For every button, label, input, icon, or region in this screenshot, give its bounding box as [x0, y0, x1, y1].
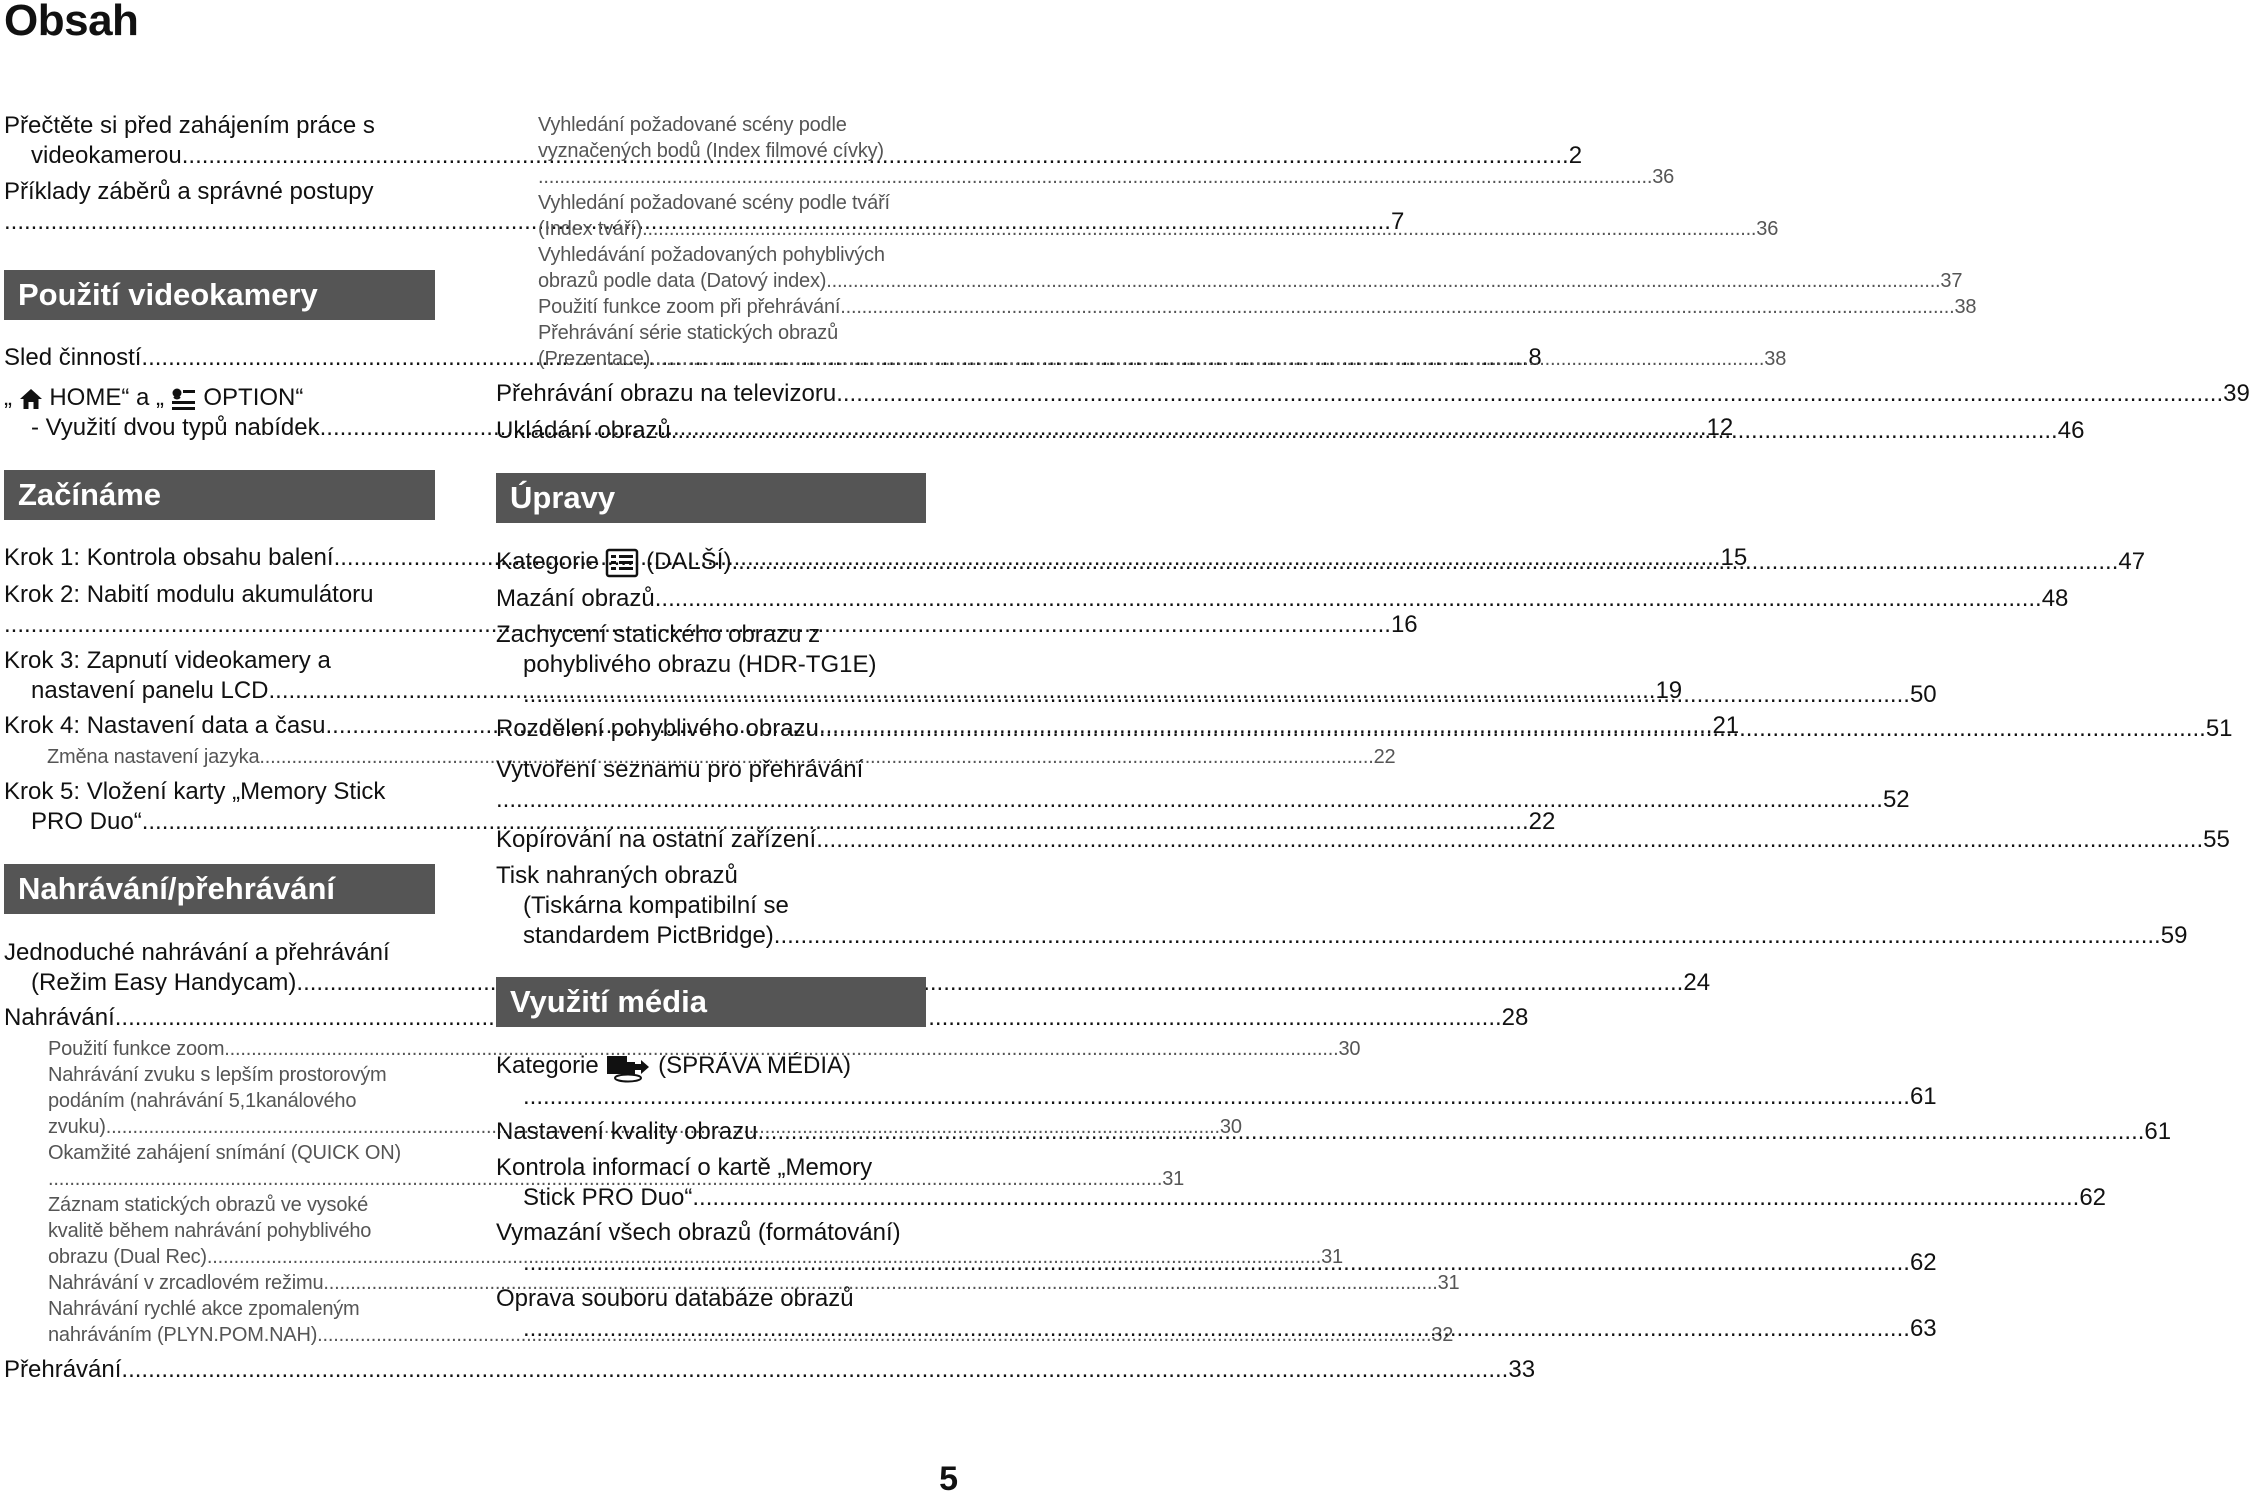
- toc-page-number: 46: [2057, 417, 2085, 444]
- toc-page-number: 38: [1954, 296, 1977, 318]
- toc-page-number: 28: [1501, 1004, 1529, 1031]
- toc-page-number: 38: [1764, 348, 1787, 370]
- option-icon: [171, 387, 197, 411]
- toc-page-number: 37: [1940, 270, 1963, 292]
- toc-entry-easy[interactable]: Jednoduché nahrávání a přehrávání (Režim Easy Handycam) ..... 24: [4, 938, 435, 998]
- toc-entry-read-before[interactable]: Přečtěte si před zahájením práce s videokamerou ..... 2: [4, 111, 435, 171]
- toc-entry-tv-playback[interactable]: Přehrávání obrazu na televizoru ..... 39: [496, 379, 926, 409]
- toc-page-number: 21: [1712, 712, 1740, 739]
- toc-entry-delete[interactable]: Mazání obrazů ..... 48: [496, 584, 926, 614]
- toc-page-number: 36: [1652, 166, 1675, 188]
- toc-page-number: 61: [2144, 1118, 2172, 1145]
- page-title: Obsah: [4, 0, 139, 45]
- toc-entry-repair-db[interactable]: Oprava souboru databáze obrazů .....63: [496, 1284, 926, 1344]
- toc-entry-step5[interactable]: Krok 5: Vložení karty „Memory Stick PRO Duo“ ..... 22: [4, 777, 435, 837]
- toc-entry-menus[interactable]: „ HOME“ a „ OPTION“ - Využití dvou typů nabídek ..... 12: [4, 383, 435, 443]
- toc-page-number: 2: [1568, 142, 1583, 169]
- other-category-icon: [605, 548, 639, 578]
- toc-entry-capture-still[interactable]: Zachycení statického obrazu z pohyblivého obrazu (HDR-TG1E) .....50: [496, 620, 926, 710]
- toc-entry-saving[interactable]: Ukládání obrazů ..... 46: [496, 416, 926, 446]
- section-header-getting-started: Začínáme: [4, 470, 435, 520]
- section-header-editing: Úpravy: [496, 473, 926, 523]
- toc-subentry-playback-zoom[interactable]: Použití funkce zoom při přehrávání ..... 38: [496, 294, 926, 320]
- toc-page-number: 33: [1508, 1356, 1536, 1383]
- toc-subentry-date-index[interactable]: Vyhledávání požadovaných pohyblivých obrazů podle data (Datový index) ..... 37: [496, 242, 926, 294]
- home-icon: [19, 388, 43, 410]
- toc-entry-step3[interactable]: Krok 3: Zapnutí videokamery a nastavení panelu LCD ..... 19: [4, 646, 435, 706]
- toc-subentry-face-index[interactable]: Vyhledání požadované scény podle tváří (Index tváří) ..... 36: [496, 190, 926, 242]
- toc-entry-step1[interactable]: Krok 1: Kontrola obsahu balení ..... 15: [4, 543, 435, 573]
- toc-page-number: 52: [1882, 786, 1910, 813]
- toc-page-number: 47: [2118, 548, 2146, 575]
- toc-entry-category-other[interactable]: Kategorie (DALŠÍ) ..... 47: [496, 547, 926, 578]
- toc-page-number: 50: [1909, 681, 1937, 708]
- toc-page-number: 30: [1338, 1038, 1361, 1060]
- toc-subentry-51-sound[interactable]: Nahrávání zvuku s lepším prostorovým podáním (nahrávání 5,1kanálového zvuku) ..... 30: [4, 1062, 435, 1140]
- toc-page-number: 51: [2205, 715, 2233, 742]
- toc-entry-quality[interactable]: Nastavení kvality obrazu ..... 61: [496, 1117, 926, 1147]
- toc-page-number: 24: [1683, 969, 1711, 996]
- page-number: 5: [939, 1460, 958, 1498]
- toc-subentry-film-roll-index[interactable]: Vyhledání požadované scény podle vyznačených bodů (Index filmové cívky) .....36: [496, 112, 926, 190]
- toc-page-number: 31: [1162, 1168, 1185, 1190]
- toc-subentry-language[interactable]: Změna nastavení jazyka ..... 22: [4, 744, 435, 770]
- toc-entry-step2[interactable]: Krok 2: Nabití modulu akumulátoru .....16: [4, 580, 435, 640]
- toc-page-number: 7: [1390, 208, 1405, 235]
- toc-entry-category-media[interactable]: Kategorie (SPRÁVA MÉDIA) .....61: [496, 1051, 926, 1112]
- toc-page-number: 62: [1909, 1249, 1937, 1276]
- toc-entry-step4[interactable]: Krok 4: Nastavení data a času ..... 21: [4, 711, 435, 741]
- toc-entry-playlist[interactable]: Vytvoření seznamu pro přehrávání .....52: [496, 755, 926, 815]
- toc-page-number: 59: [2160, 922, 2188, 949]
- section-header-recording-playback: Nahrávání/přehrávání: [4, 864, 435, 914]
- section-header-using-camera: Použití videokamery: [4, 270, 435, 320]
- toc-page-number: 61: [1909, 1082, 1937, 1110]
- toc-subentry-dual-rec[interactable]: Záznam statických obrazů ve vysoké kvalitě během nahrávání pohyblivého obrazu (Dual Rec) ..... 31: [4, 1192, 435, 1270]
- toc-entry-print[interactable]: Tisk nahraných obrazů (Tiskárna kompatibilní se standardem PictBridge) ..... 59: [496, 861, 926, 951]
- toc-page-number: 36: [1756, 218, 1779, 240]
- toc-page-number: 15: [1720, 544, 1748, 571]
- toc-subentry-mirror[interactable]: Nahrávání v zrcadlovém režimu ..... 31: [4, 1270, 435, 1296]
- toc-entry-examples[interactable]: Příklady záběrů a správné postupy .....7: [4, 177, 435, 237]
- toc-subentry-slow-motion[interactable]: Nahrávání rychlé akce zpomaleným nahráváním (PLYN.POM.NAH) ..... 32: [4, 1296, 435, 1348]
- manage-media-icon: [605, 1052, 651, 1082]
- toc-page-number: 63: [1909, 1315, 1937, 1342]
- toc-subentry-zoom[interactable]: Použití funkce zoom ..... 30: [4, 1036, 435, 1062]
- toc-page-number: 30: [1219, 1116, 1242, 1138]
- toc-page-number: 31: [1321, 1246, 1343, 1268]
- toc-entry-format[interactable]: Vymazání všech obrazů (formátování) .....62: [496, 1218, 926, 1278]
- toc-page-number: 22: [1528, 808, 1556, 835]
- toc-entry-playback[interactable]: Přehrávání ..... 33: [4, 1355, 435, 1385]
- toc-page-number: 16: [1390, 611, 1418, 638]
- toc-entry-divide[interactable]: Rozdělení pohyblivého obrazu ..... 51: [496, 714, 926, 744]
- toc-page-number: 22: [1373, 746, 1396, 768]
- toc-entry-sequence[interactable]: Sled činností ..... 8: [4, 343, 435, 373]
- toc-page-number: 55: [2203, 826, 2230, 853]
- toc-page-number: 62: [2079, 1184, 2107, 1211]
- toc-page-number: 31: [1437, 1272, 1460, 1294]
- toc-page-number: 39: [2223, 380, 2250, 407]
- toc-page-number: 8: [1528, 344, 1542, 371]
- toc-entry-recording[interactable]: Nahrávání ..... 28: [4, 1003, 435, 1033]
- toc-page-number: 48: [2041, 585, 2069, 612]
- toc-entry-copy[interactable]: Kopírování na ostatní zařízení ..... 55: [496, 825, 926, 855]
- toc-entry-card-info[interactable]: Kontrola informací o kartě „Memory Stick PRO Duo“ ..... 62: [496, 1153, 926, 1213]
- toc-subentry-slideshow[interactable]: Přehrávání série statických obrazů (Prezentace) ..... 38: [496, 320, 926, 372]
- toc-page-number: 32: [1431, 1324, 1454, 1346]
- toc-page-number: 12: [1706, 414, 1734, 441]
- toc-subentry-quick-on[interactable]: Okamžité zahájení snímání (QUICK ON) .....31: [4, 1140, 435, 1192]
- section-header-media: Využití média: [496, 977, 926, 1027]
- toc-page-number: 19: [1655, 677, 1683, 704]
